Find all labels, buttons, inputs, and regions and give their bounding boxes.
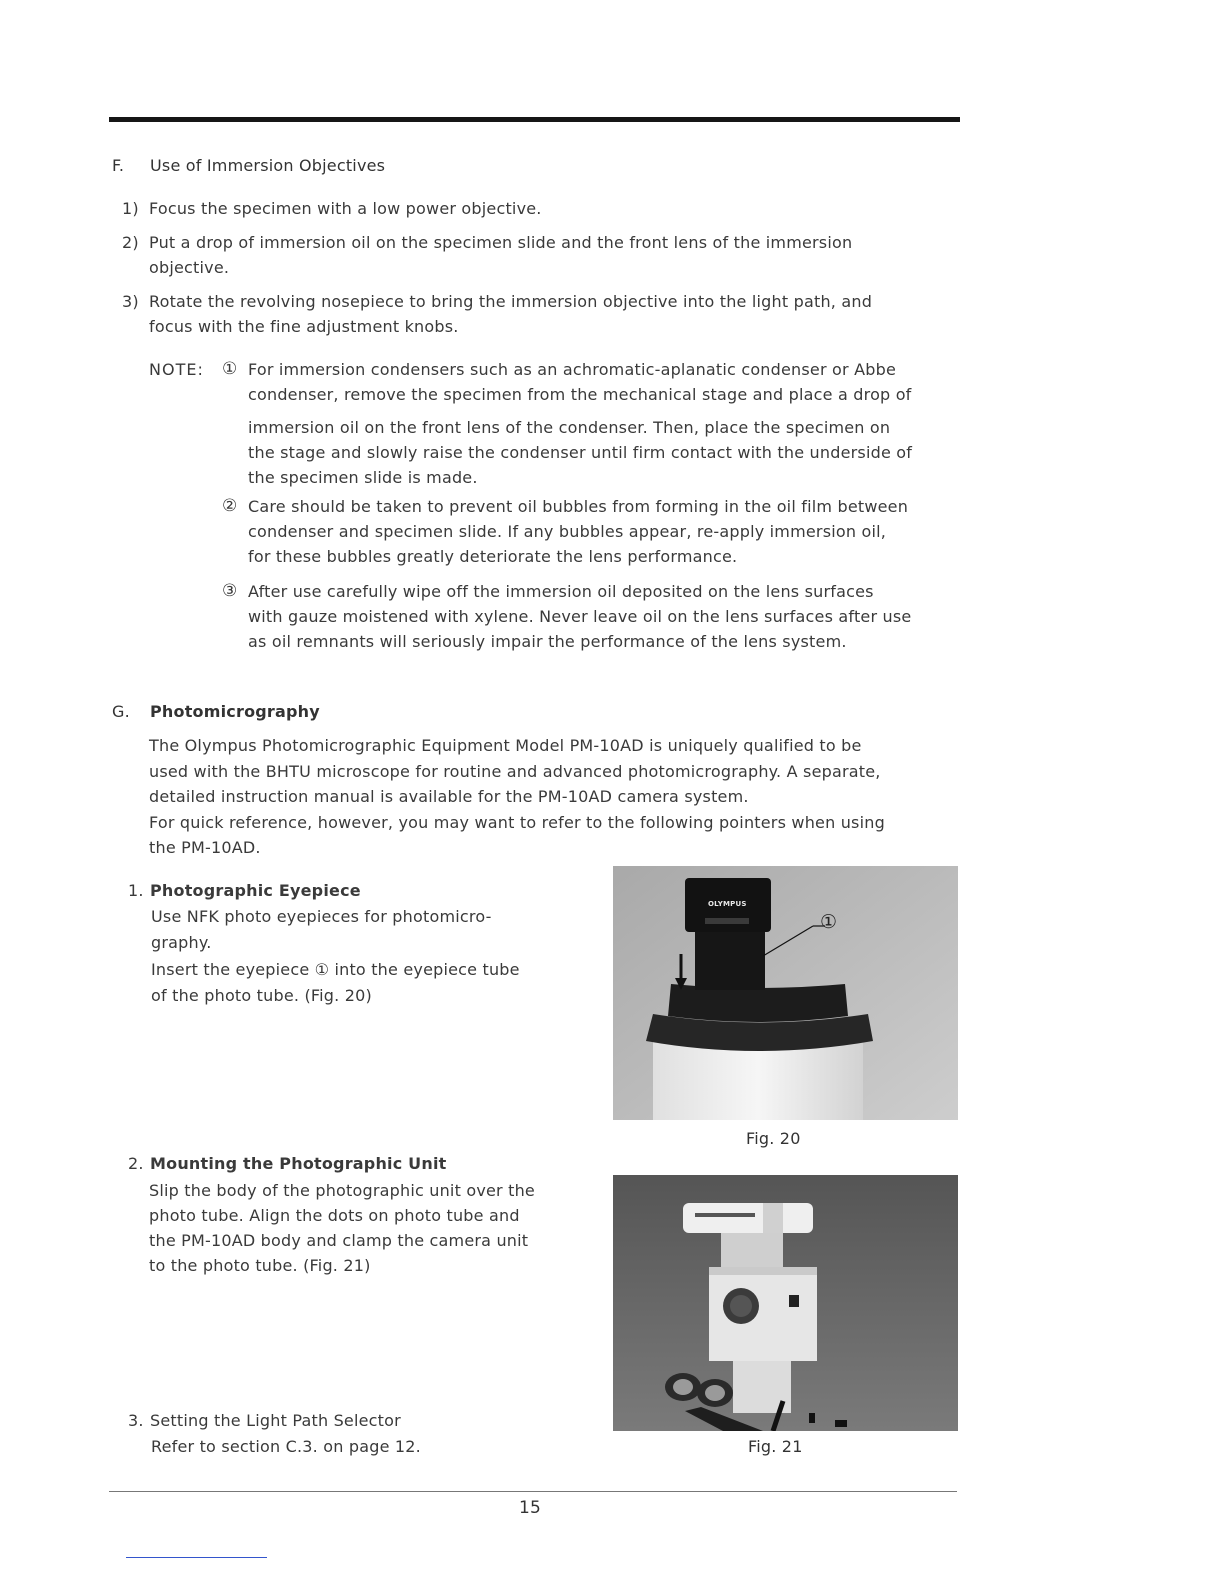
step-number: 2) xyxy=(122,233,139,252)
section-g-letter: G. xyxy=(112,702,130,721)
item-text: Refer to section C.3. on page 12. xyxy=(151,1437,421,1456)
top-rule xyxy=(109,117,960,122)
note-text: with gauze moistened with xylene. Never leave oil on the lens surfaces after use xyxy=(248,607,912,626)
step-number: 3) xyxy=(122,292,139,311)
item-text: of the photo tube. (Fig. 20) xyxy=(151,986,372,1005)
note-text: For immersion condensers such as an achromatic-aplanatic condenser or Abbe xyxy=(248,360,896,379)
item-title: Photographic Eyepiece xyxy=(150,881,361,900)
step-text: focus with the fine adjustment knobs. xyxy=(149,317,459,336)
section-f-title: Use of Immersion Objectives xyxy=(150,156,386,175)
note-mark: ② xyxy=(222,496,238,516)
corner-line xyxy=(126,1557,267,1558)
fig20-photo xyxy=(613,866,958,1120)
note-text: Care should be taken to prevent oil bubbles from forming in the oil film between xyxy=(248,497,909,516)
intro-text: used with the BHTU microscope for routine and advanced photomicrography. A separate, xyxy=(149,762,881,781)
bottom-rule xyxy=(109,1491,957,1492)
item-text: graphy. xyxy=(151,933,212,952)
page-number: 15 xyxy=(518,1498,542,1518)
intro-text: The Olympus Photomicrographic Equipment Model PM-10AD is uniquely qualified to be xyxy=(149,736,862,755)
item-number: 1. xyxy=(128,881,144,900)
item-text: Insert the eyepiece ① into the eyepiece tube xyxy=(151,960,520,979)
step-text: Focus the specimen with a low power objective. xyxy=(149,199,542,218)
fig20-brand-label: OLYMPUS xyxy=(708,900,747,908)
item-text: to the photo tube. (Fig. 21) xyxy=(149,1256,371,1275)
fig21-photo xyxy=(613,1175,958,1431)
step-text: Put a drop of immersion oil on the specimen slide and the front lens of the immersion xyxy=(149,233,853,252)
item-number: 2. xyxy=(128,1154,144,1173)
step-number: 1) xyxy=(122,199,139,218)
note-text: as oil remnants will seriously impair the performance of the lens system. xyxy=(248,632,847,651)
note-mark: ③ xyxy=(222,581,238,601)
step-text: objective. xyxy=(149,258,230,277)
intro-text: detailed instruction manual is available for the PM-10AD camera system. xyxy=(149,787,749,806)
fig20-caption: Fig. 20 xyxy=(746,1129,801,1148)
step-text: Rotate the revolving nosepiece to bring the immersion objective into the light path, and xyxy=(149,292,873,311)
note-text: condenser and specimen slide. If any bubbles appear, re-apply immersion oil, xyxy=(248,522,887,541)
note-mark: ① xyxy=(222,359,238,379)
note-text: the specimen slide is made. xyxy=(248,468,478,487)
section-f-letter: F. xyxy=(112,156,125,175)
item-title: Mounting the Photographic Unit xyxy=(150,1154,447,1173)
fig21-caption: Fig. 21 xyxy=(748,1437,803,1456)
note-text: After use carefully wipe off the immersion oil deposited on the lens surfaces xyxy=(248,582,874,601)
note-text: for these bubbles greatly deteriorate the lens performance. xyxy=(248,547,738,566)
item-text: Use NFK photo eyepieces for photomicro- xyxy=(151,907,492,926)
note-text: immersion oil on the front lens of the condenser. Then, place the specimen on xyxy=(248,418,891,437)
item-title: Setting the Light Path Selector xyxy=(150,1411,401,1430)
item-text: photo tube. Align the dots on photo tube and xyxy=(149,1206,520,1225)
section-g-title: Photomicrography xyxy=(150,702,320,721)
fig20-callout: ① xyxy=(820,911,838,933)
item-number: 3. xyxy=(128,1411,144,1430)
note-label: NOTE: xyxy=(149,360,204,379)
note-text: the stage and slowly raise the condenser until firm contact with the underside of xyxy=(248,443,913,462)
intro-text: the PM-10AD. xyxy=(149,838,261,857)
item-text: the PM-10AD body and clamp the camera unit xyxy=(149,1231,529,1250)
intro-text: For quick reference, however, you may want to refer to the following pointers when using xyxy=(149,813,885,832)
item-text: Slip the body of the photographic unit over the xyxy=(149,1181,535,1200)
note-text: condenser, remove the specimen from the mechanical stage and place a drop of xyxy=(248,385,912,404)
